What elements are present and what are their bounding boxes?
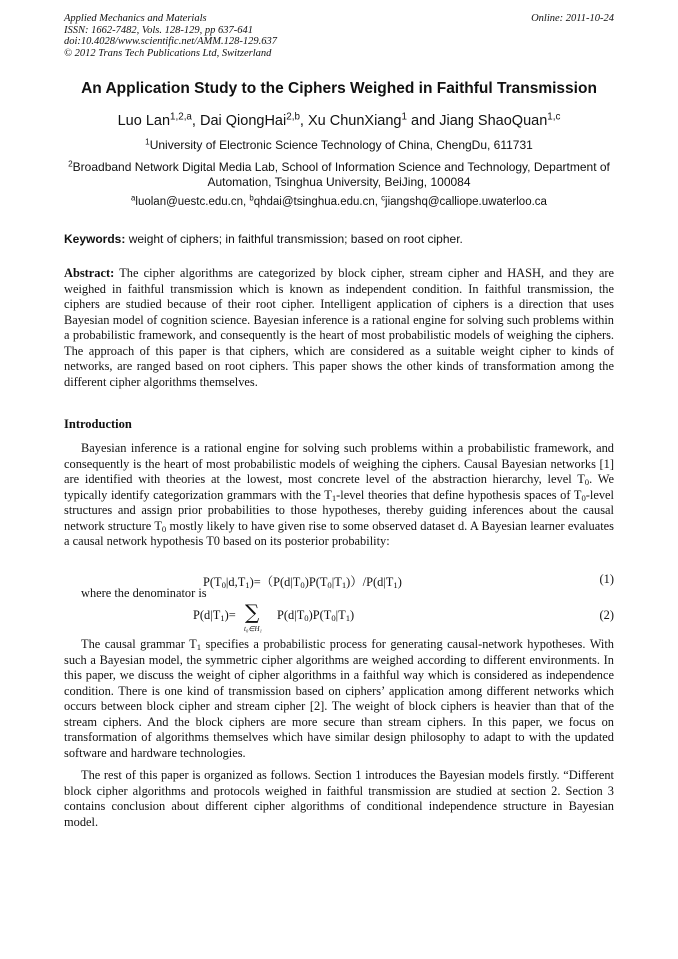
author-name: Dai QiongHai	[199, 113, 287, 129]
equation-text: )	[350, 608, 355, 622]
equation-text: )P(T	[304, 575, 328, 589]
subscript: 0	[221, 580, 226, 591]
doi-line: doi:10.4028/www.scientific.net/AMM.128-129.637	[64, 36, 277, 47]
equation-text: |T	[335, 608, 346, 622]
subscript: 1	[245, 580, 250, 591]
affiliation-2	[64, 160, 614, 190]
paragraph-text: . We typically identify categorization grammars with the T	[64, 472, 614, 502]
subscript: 0	[584, 477, 590, 488]
summation-symbol: ∑	[245, 600, 260, 624]
subscript: 0	[331, 613, 336, 624]
subscript: 0	[327, 580, 332, 591]
author-affiliation-marker: 1	[401, 111, 407, 123]
email-address: qhdai@tsinghua.edu.cn	[253, 196, 375, 208]
equation-number-1: (1)	[599, 572, 614, 586]
subscript: 0	[304, 613, 309, 624]
subscript: 1	[331, 492, 337, 503]
affiliation-text: Broadband Network Digital Media Lab, School of Information Science and Technology, Department of Automation, Tsinghua University, BeiJing, 100084	[72, 160, 610, 189]
affiliation-text: University of Electronic Science Technology of China, ChengDu, 611731	[149, 138, 533, 152]
online-date: Online: 2011-10-24	[531, 13, 614, 24]
email-marker: c	[381, 193, 386, 203]
paper-title: An Application Study to the Ciphers Weighed in Faithful Transmission	[81, 80, 597, 97]
paragraph-text: Bayesian inference is a rational engine for solving such problems within a probabilistic framework, and consequently is the heart of most probabilistic models of weighing the ciphers. Causal Bayesian networks [1] are identified with theories at the lowest, most concrete level of the abstraction hierarchy, level T	[64, 441, 614, 486]
subscript: 1	[341, 580, 347, 591]
paragraph-text: The causal grammar T	[81, 637, 197, 651]
intro-paragraph-3: The rest of this paper is organized as follows. Section 1 introduces the Bayesian models firstly. “Different block cipher algorithms and protocols weighed in faithful transmission are studied at section 2. Section 3 contains conclusion about different cipher algorithms of conditional independence structure in Bayesian model.	[64, 768, 614, 829]
subscript: 0	[300, 580, 305, 591]
equation-number-2: (2)	[599, 608, 614, 622]
affiliation-marker: 2	[68, 159, 73, 169]
subscript: 0	[581, 492, 586, 503]
email-address: jiangshq@calliope.uwaterloo.ca	[385, 196, 547, 208]
paragraph-text: specifies a probabilistic process for generating causal-network hypotheses. With such a Bayesian model, the symmetric cipher algorithms are weighed according to different environments. In this paper, we discuss the weight of cipher algorithms in a faithful way which is considered as independence condition. There is one kind of transmission based on ciphers’ application among different networks which occurs between block cipher and stream cipher [2]. The weight of block ciphers is heavier than that of the stream ciphers. And the block ciphers are more secure than stream ciphers. In this paper, we focus on transformation of algorithms themselves which have similar design philosophy to adapt to with the updated software and hardware technologies.	[64, 637, 615, 760]
author-emails: $^a$luolan@uestc.edu.cn, $^b$qhdai@tsinghua.edu.cn, $^c$jiangshq@calliope.uwaterloo.ca	[131, 193, 547, 208]
subscript: 1	[196, 642, 202, 653]
affiliation-1	[64, 138, 614, 153]
subscript: 1	[345, 613, 351, 624]
equation-text: P(T	[203, 575, 222, 589]
author-list: Luo Lan$^{1,2,a}$, Dai QiongHai$^{2,b}$, Xu ChunXiang$^1$ and Jiang ShaoQuan$^{1,c}$	[117, 111, 561, 129]
abstract-label: Abstract:	[64, 266, 115, 280]
subscript: 1	[220, 613, 225, 624]
introduction-heading: Introduction	[64, 417, 132, 431]
author-affiliation-marker: 1,c	[547, 111, 561, 123]
equation-text: |T	[331, 575, 342, 589]
email-address: luolan@uestc.edu.cn	[135, 196, 243, 208]
email-marker: b	[249, 193, 254, 203]
issn-line: ISSN: 1662-7482, Vols. 128-129, pp 637-641	[64, 24, 253, 36]
equation-text: )=	[224, 608, 236, 622]
equation-text: P(d|T	[277, 608, 305, 622]
equation-2-lhs	[193, 608, 236, 623]
affiliation-marker: 1	[145, 137, 150, 147]
abstract-paragraph	[64, 266, 614, 390]
equation-1	[203, 572, 402, 590]
copyright-line: © 2012 Trans Tech Publications Ltd, Switzerland	[64, 47, 272, 59]
summation-subscript: t₀∈H₁	[244, 625, 262, 633]
equation-2-rhs	[277, 608, 354, 623]
equation-text: )P(T	[308, 608, 332, 622]
keywords-line	[64, 232, 614, 246]
author-affiliation-marker: 1,2,a	[170, 111, 192, 123]
intro-paragraph-1	[64, 441, 614, 550]
equation-text: )	[397, 575, 402, 589]
keywords-text: weight of ciphers; in faithful transmission; based on root cipher.	[125, 232, 463, 246]
equation-text: |d,T	[225, 575, 246, 589]
equation-text: P(d|T	[193, 608, 221, 622]
paragraph-text: mostly likely to have given rise to some observed dataset d. A Bayesian learner evaluates a causal network hypothesis T0 based on its posterior probability:	[64, 518, 614, 548]
email-marker: a	[131, 193, 136, 203]
subscript: 0	[161, 523, 167, 534]
journal-name: Applied Mechanics and Materials	[64, 13, 207, 24]
equation-text: )=（P(d|T	[249, 575, 301, 589]
subscript: 1	[393, 580, 398, 591]
equation-text: )）/P(d|T	[346, 575, 394, 589]
author-name: Jiang ShaoQuan	[439, 113, 548, 129]
author-name: Xu ChunXiang	[307, 113, 402, 129]
where-line: where the denominator is	[81, 586, 207, 600]
author-name: Luo Lan	[117, 113, 171, 129]
paragraph-text: -level structures and assign prior probabilities to those hypotheses, thereby guiding inferences about the causal network structure T	[64, 487, 614, 533]
intro-paragraph-2	[64, 637, 614, 761]
keywords-label: Keywords:	[64, 232, 126, 246]
author-affiliation-marker: 2,b	[286, 111, 300, 123]
abstract-text: The cipher algorithms are categorized by block cipher, stream cipher and HASH, and they are weighed in faithful transmission which is known as independent condition. In faithful transmission, the ciphers are studied because of their root cipher. Intelligent application of ciphers is a direction that uses Bayesian model of cognition science. Bayesian inference is a rational engine for solving such problems within a probabilistic framework, and consequently is the heart of most probabilistic models of weighing the ciphers. The approach of this paper is that ciphers, which are considered as a suitable weight cipher to kinds of networks, are ranged based on root ciphers. This paper shows the other kinds of transformation among the different cipher algorithms themselves.	[64, 266, 614, 389]
paragraph-text: -level theories that define hypothesis spaces of T	[336, 487, 582, 502]
journal-header	[64, 13, 277, 59]
